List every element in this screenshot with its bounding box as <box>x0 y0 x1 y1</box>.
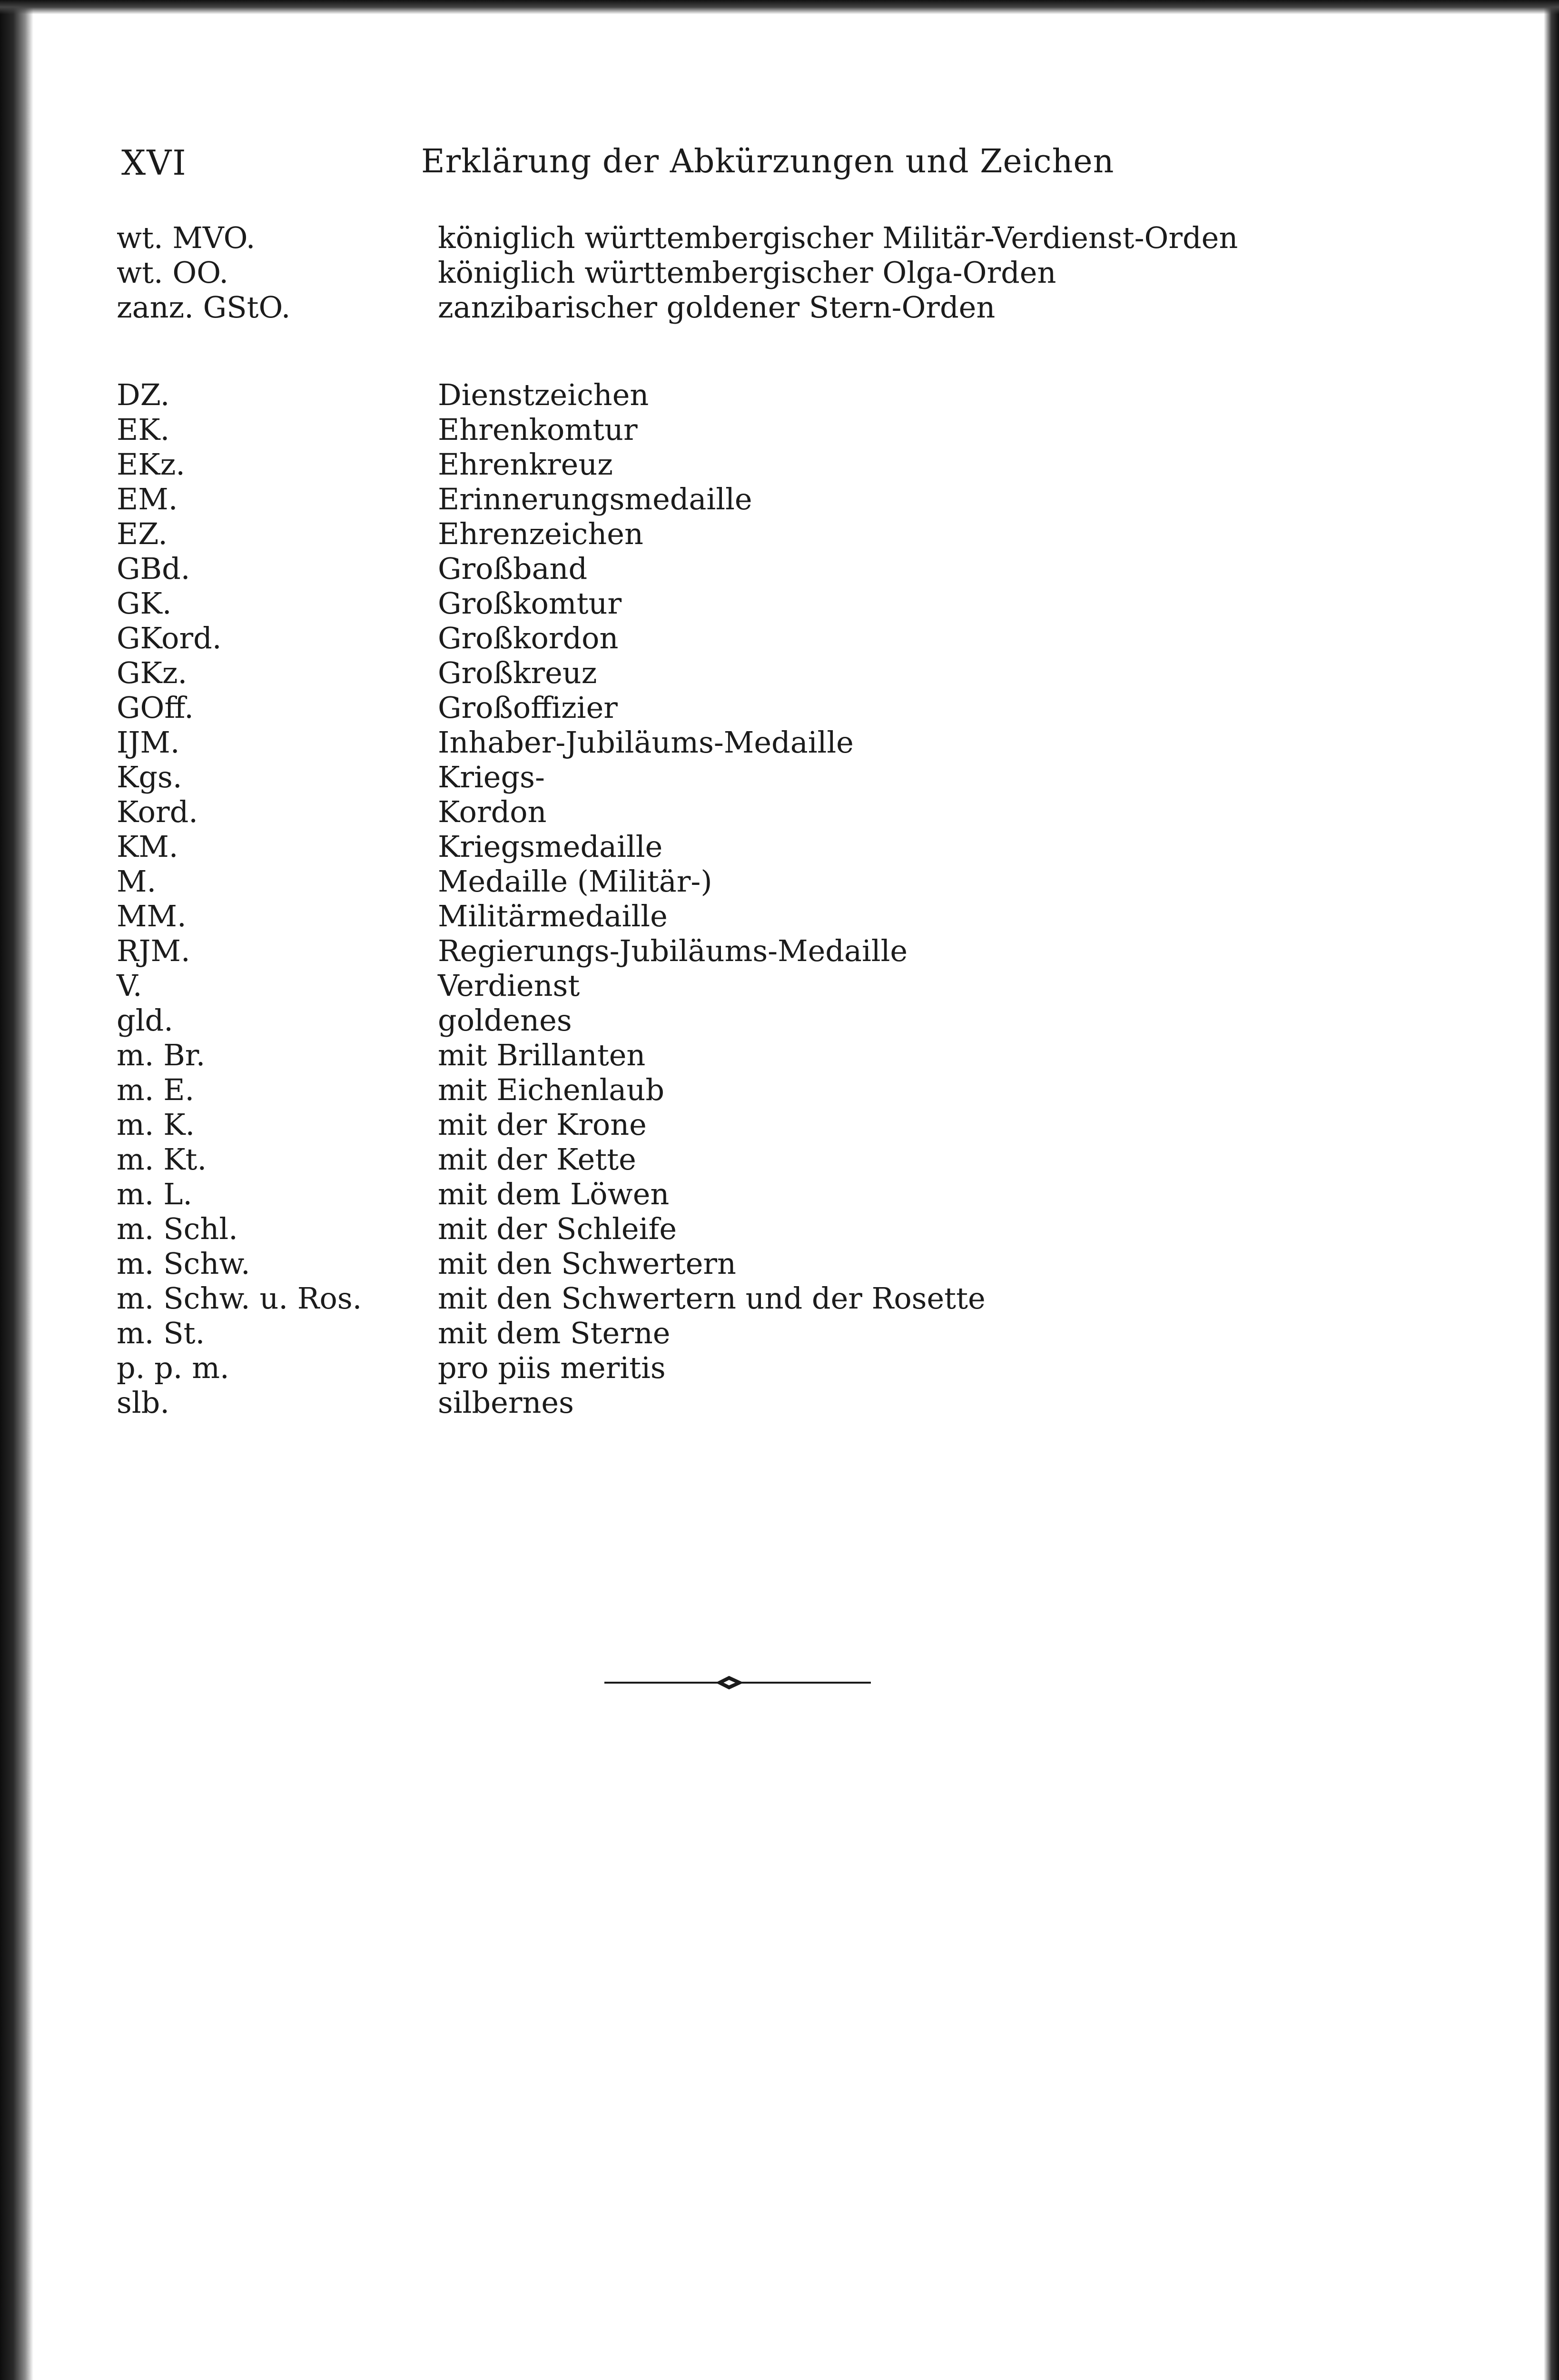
list-item <box>0 655 1559 691</box>
list-item <box>0 482 1559 517</box>
abbreviation: gld. <box>117 1003 173 1038</box>
abbreviation-meaning: mit Eichenlaub <box>438 1072 665 1107</box>
list-item <box>0 1281 1559 1316</box>
abbreviation-meaning: Kriegs- <box>438 760 545 794</box>
abbreviation: GOff. <box>117 690 194 725</box>
abbreviation-meaning: goldenes <box>438 1003 572 1038</box>
ornament-knot <box>718 1677 741 1688</box>
abbreviation: EM. <box>117 482 178 516</box>
list-item <box>0 1038 1559 1073</box>
abbreviation: m. E. <box>117 1072 195 1107</box>
abbreviation: p. p. m. <box>117 1350 229 1385</box>
abbreviation-meaning: mit Brillanten <box>438 1038 646 1072</box>
list-item <box>0 1177 1559 1212</box>
abbreviation: RJM. <box>117 933 190 968</box>
abbreviation: m. Schl. <box>117 1211 238 1246</box>
abbreviation: m. Kt. <box>117 1142 207 1177</box>
abbreviation-meaning: mit den Schwertern und der Rosette <box>438 1281 986 1316</box>
list-item <box>0 412 1559 447</box>
list-item <box>0 725 1559 760</box>
list-item <box>0 690 1559 725</box>
abbreviation-meaning: Ehrenkreuz <box>438 447 613 482</box>
list-item <box>0 760 1559 795</box>
page-edge-top <box>0 0 1559 14</box>
list-item <box>0 1350 1559 1386</box>
abbreviation-meaning: Militärmedaille <box>438 899 668 933</box>
abbreviation-meaning: pro piis meritis <box>438 1350 666 1385</box>
list-item <box>0 794 1559 830</box>
abbreviation-meaning: Ehrenzeichen <box>438 516 643 551</box>
abbreviation: Kord. <box>117 794 198 829</box>
running-title: Erklärung der Abkürzungen und Zeichen <box>421 143 1115 180</box>
abbreviation: GK. <box>117 586 172 621</box>
abbreviation: KM. <box>117 829 178 864</box>
list-item <box>0 1107 1559 1142</box>
abbreviation-meaning: Regierungs-Jubiläums-Medaille <box>438 933 908 968</box>
list-item <box>0 255 1559 290</box>
abbreviation: V. <box>117 968 142 1003</box>
abbreviation-meaning: Kordon <box>438 794 547 829</box>
list-item <box>0 290 1559 325</box>
list-item <box>0 1072 1559 1108</box>
abbreviation: wt. MVO. <box>117 220 256 255</box>
abbreviation-meaning: Verdienst <box>438 968 580 1003</box>
list-item <box>0 621 1559 656</box>
list-item <box>0 447 1559 482</box>
abbreviation: MM. <box>117 899 187 933</box>
abbreviation-meaning: königlich württembergischer Militär-Verdienst-Orden <box>438 220 1238 255</box>
page-number: XVI <box>121 143 187 183</box>
abbreviation-meaning: mit der Kette <box>438 1142 636 1177</box>
abbreviation-meaning: mit dem Sterne <box>438 1316 671 1350</box>
abbreviation: zanz. GStO. <box>117 290 291 325</box>
abbreviation-meaning: mit dem Löwen <box>438 1177 670 1211</box>
abbreviation-meaning: mit den Schwertern <box>438 1246 736 1281</box>
abbreviation: EK. <box>117 412 170 447</box>
list-item <box>0 377 1559 413</box>
list-item <box>0 1003 1559 1038</box>
abbreviation: m. St. <box>117 1316 205 1350</box>
abbreviation-meaning: Inhaber-Jubiläums-Medaille <box>438 725 854 760</box>
list-item <box>0 551 1559 586</box>
list-item <box>0 586 1559 621</box>
abbreviation-meaning: Medaille (Militär-) <box>438 864 712 899</box>
abbreviation-meaning: Großoffizier <box>438 690 618 725</box>
list-item <box>0 516 1559 552</box>
abbreviation: DZ. <box>117 377 170 412</box>
abbreviation: m. Br. <box>117 1038 206 1072</box>
abbreviation-meaning: Erinnerungsmedaille <box>438 482 752 516</box>
list-item <box>0 968 1559 1003</box>
abbreviation: GKord. <box>117 621 222 655</box>
abbreviation: m. Schw. <box>117 1246 250 1281</box>
abbreviation: EKz. <box>117 447 185 482</box>
abbreviation-meaning: Großkreuz <box>438 655 597 690</box>
list-item <box>0 1385 1559 1420</box>
list-item <box>0 1211 1559 1247</box>
abbreviation: m. L. <box>117 1177 193 1211</box>
abbreviation-meaning: Großband <box>438 551 588 586</box>
abbreviation-meaning: Großkomtur <box>438 586 622 621</box>
abbreviation: m. Schw. u. Ros. <box>117 1281 362 1316</box>
abbreviation-meaning: mit der Schleife <box>438 1211 677 1246</box>
abbreviation-meaning: Dienstzeichen <box>438 377 649 412</box>
abbreviation-meaning: silbernes <box>438 1385 574 1420</box>
abbreviation: M. <box>117 864 157 899</box>
abbreviation: EZ. <box>117 516 168 551</box>
list-item <box>0 899 1559 934</box>
abbreviation: GKz. <box>117 655 187 690</box>
abbreviation-meaning: Großkordon <box>438 621 619 655</box>
abbreviation: wt. OO. <box>117 255 229 290</box>
list-item <box>0 220 1559 256</box>
list-item <box>0 933 1559 969</box>
list-item <box>0 864 1559 899</box>
abbreviation-meaning: königlich württembergischer Olga-Orden <box>438 255 1056 290</box>
abbreviation: GBd. <box>117 551 190 586</box>
abbreviation: IJM. <box>117 725 180 760</box>
list-item <box>0 1316 1559 1351</box>
abbreviation: slb. <box>117 1385 170 1420</box>
abbreviation-meaning: zanzibarischer goldener Stern-Orden <box>438 290 996 325</box>
list-item <box>0 829 1559 864</box>
abbreviation-meaning: Ehrenkomtur <box>438 412 638 447</box>
abbreviation: m. K. <box>117 1107 195 1142</box>
abbreviation-meaning: mit der Krone <box>438 1107 647 1142</box>
abbreviation: Kgs. <box>117 760 182 794</box>
list-item <box>0 1142 1559 1177</box>
abbreviation-meaning: Kriegsmedaille <box>438 829 663 864</box>
ornament-divider-icon <box>604 1668 871 1697</box>
list-item <box>0 1246 1559 1281</box>
